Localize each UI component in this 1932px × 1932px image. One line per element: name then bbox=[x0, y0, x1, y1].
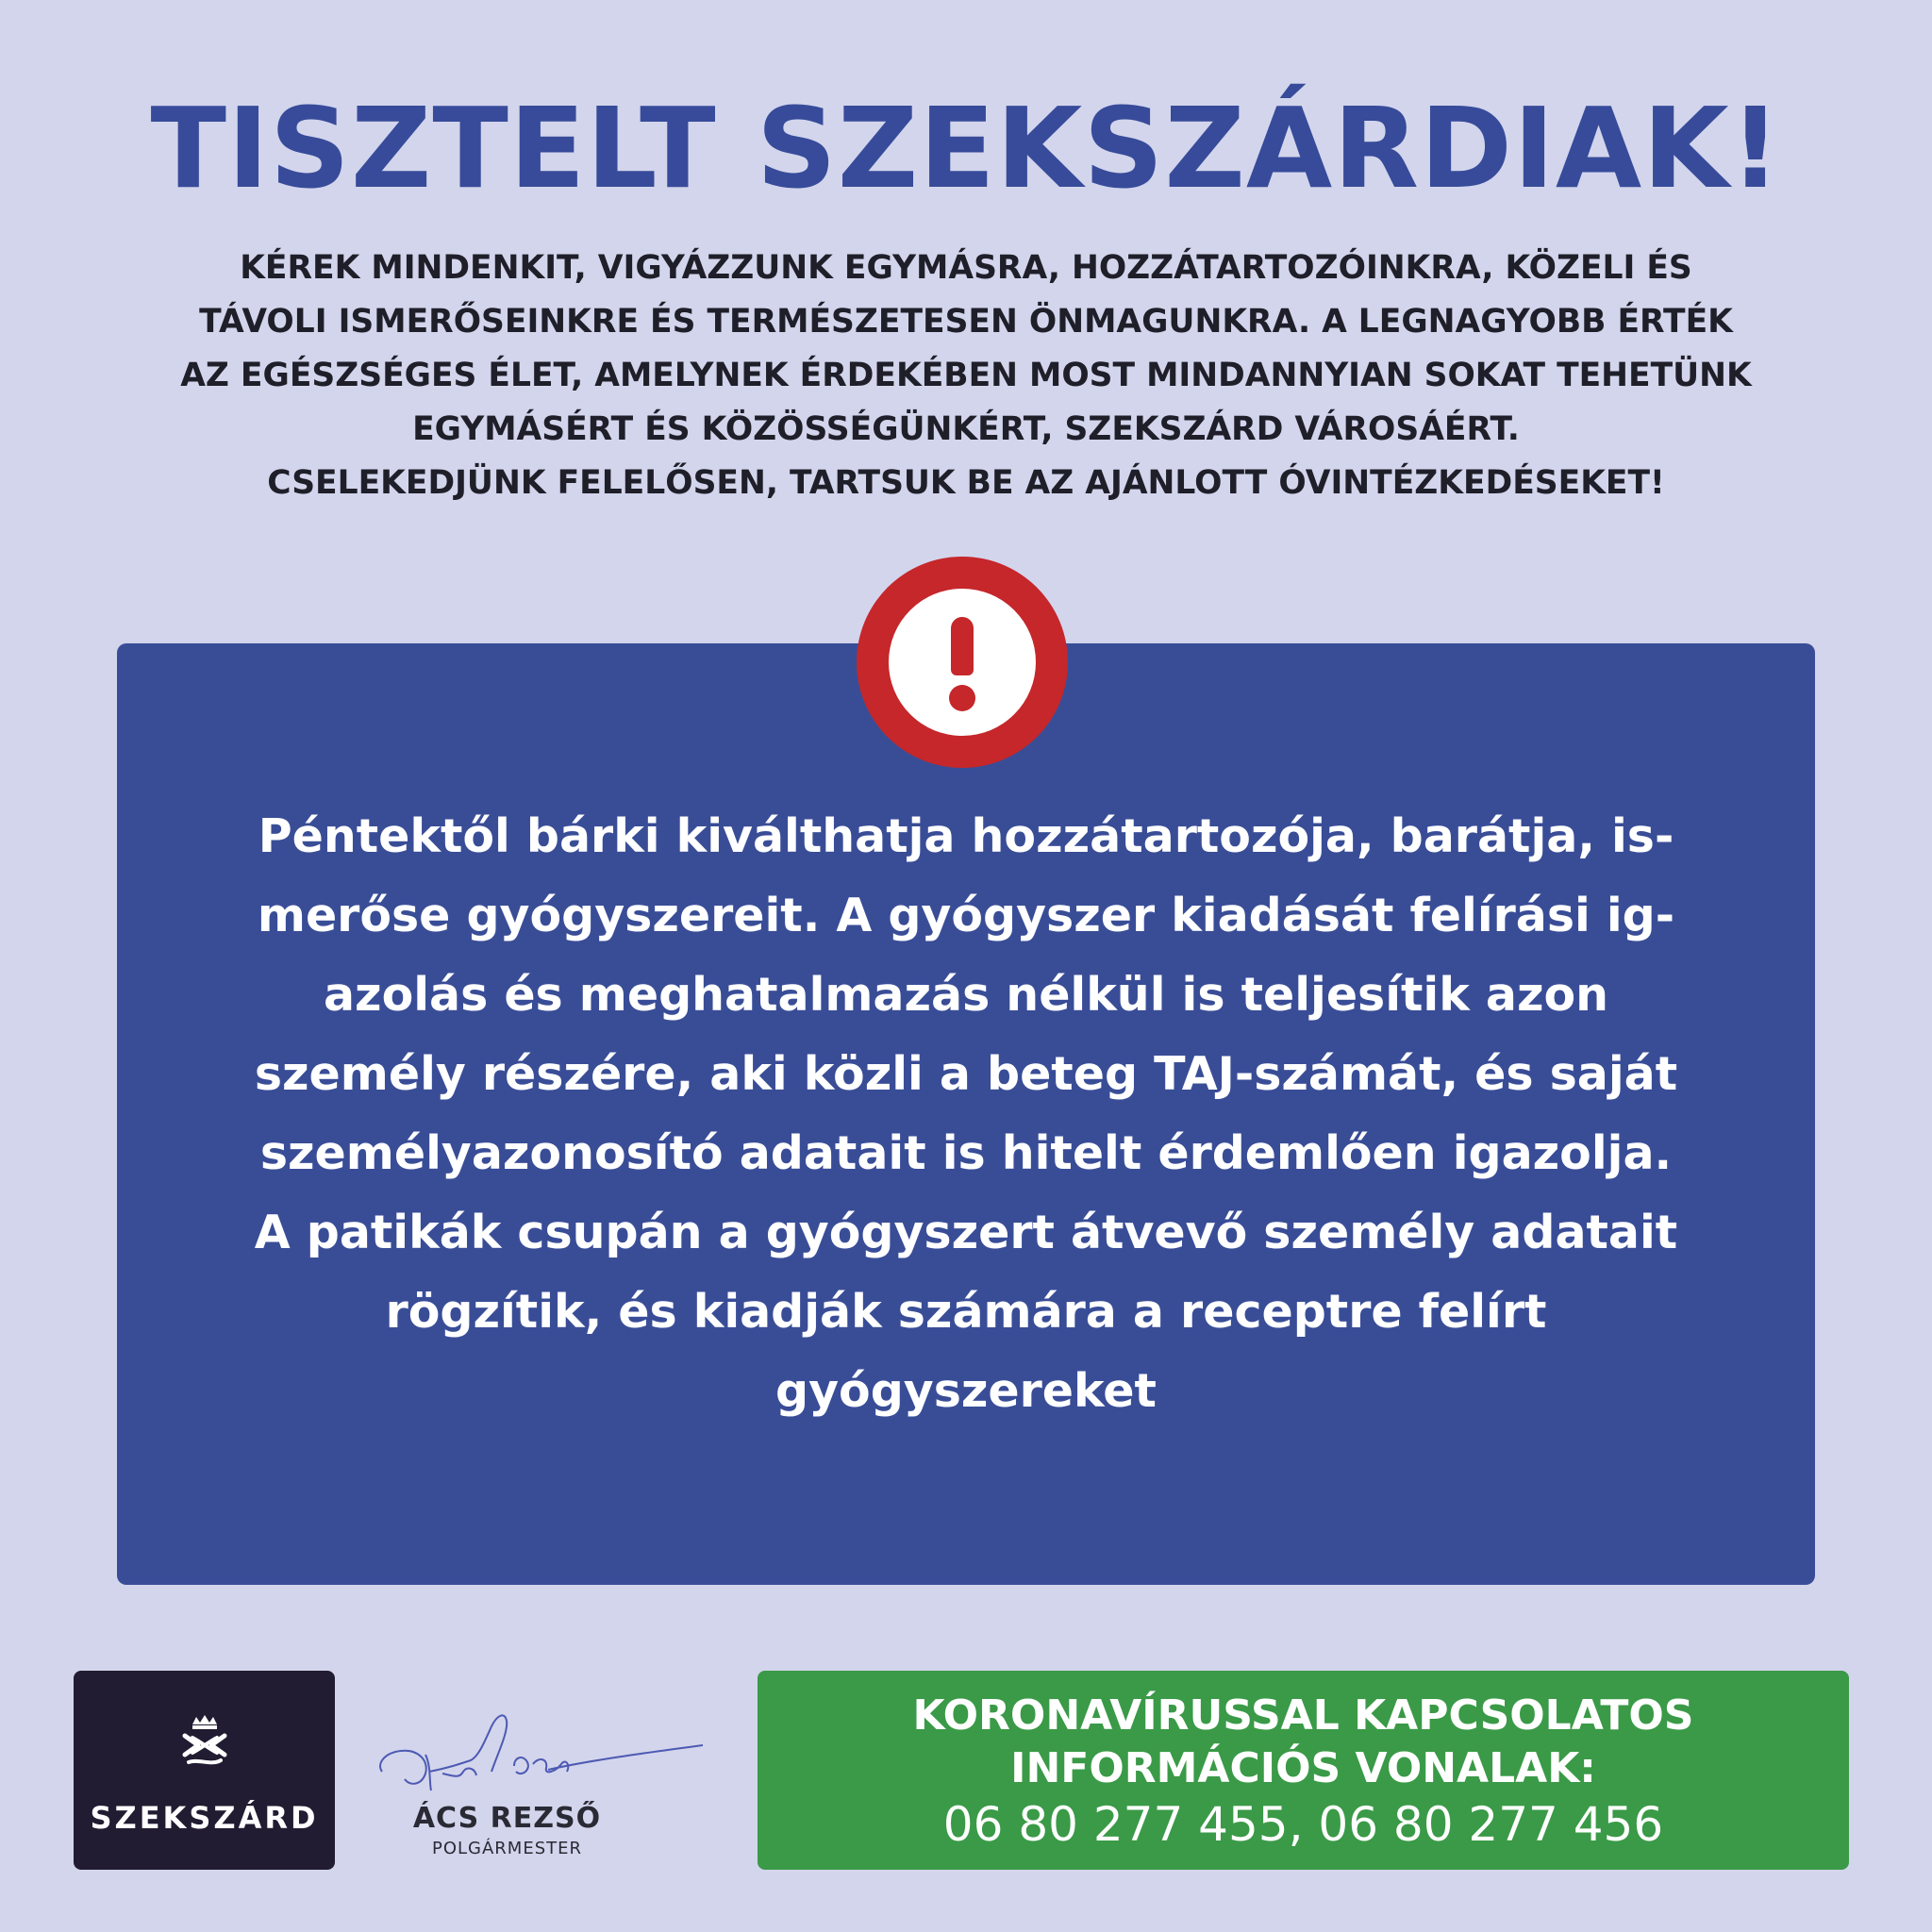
notice-line: gyógyszereket bbox=[775, 1364, 1157, 1418]
hotline-title-line2: INFORMÁCIÓS VONALAK: bbox=[1010, 1744, 1596, 1792]
notice-line: Péntektől bárki kiválthatja hozzátartozója, barátja, is- bbox=[258, 809, 1674, 863]
intro-line: TÁVOLI ISMERŐSEINKRE ÉS TERMÉSZETESEN ÖNMAGUNKRA. A LEGNAGYOBB ÉRTÉK bbox=[199, 303, 1733, 341]
intro-line: CSELEKEDJÜNK FELELŐSEN, TARTSUK BE AZ AJÁNLOTT ÓVINTÉZKEDÉSEKET! bbox=[267, 464, 1665, 502]
notice-text bbox=[117, 797, 1815, 1431]
hotline-box bbox=[758, 1671, 1849, 1870]
signer-role: POLGÁRMESTER bbox=[431, 1839, 583, 1858]
intro-text bbox=[57, 242, 1875, 510]
signature bbox=[373, 1698, 712, 1802]
hotline-title-line1: KORONAVÍRUSSAL KAPCSOLATOS bbox=[912, 1691, 1694, 1740]
signer-name: ÁCS REZSŐ bbox=[412, 1802, 602, 1835]
intro-line: KÉREK MINDENKIT, VIGYÁZZUNK EGYMÁSRA, HOZZÁTARTOZÓINKRA, KÖZELI ÉS bbox=[240, 249, 1692, 287]
notice-line: azolás és meghatalmazás nélkül is teljesítik azon bbox=[323, 968, 1609, 1022]
hotline-phones: 06 80 277 455, 06 80 277 456 bbox=[942, 1797, 1664, 1852]
notice-line: rögzítik, és kiadják számára a receptre felírt bbox=[385, 1285, 1547, 1339]
city-logo bbox=[74, 1671, 335, 1870]
notice-line: személyazonosító adatait is hitelt érdemlően igazolja. bbox=[259, 1126, 1673, 1180]
intro-line: AZ EGÉSZSÉGES ÉLET, AMELYNEK ÉRDEKÉBEN MOST MINDANNYIAN SOKAT TEHETÜNK bbox=[180, 357, 1752, 394]
city-crest-icon bbox=[179, 1713, 230, 1772]
notice-line: személy részére, aki közli a beteg TAJ-számát, és saját bbox=[254, 1047, 1678, 1101]
notice-line: A patikák csupán a gyógyszert átvevő személy adatait bbox=[254, 1206, 1678, 1259]
signer-block bbox=[373, 1802, 641, 1858]
logo-city-name: SZEKSZÁRD bbox=[90, 1800, 319, 1836]
exclamation-circle-icon bbox=[857, 557, 1068, 768]
notice-line: merőse gyógyszereit. A gyógyszer kiadását felírási ig- bbox=[257, 889, 1675, 942]
headline: TISZTELT SZEKSZÁRDIAK! bbox=[150, 83, 1782, 213]
intro-line: EGYMÁSÉRT ÉS KÖZÖSSÉGÜNKÉRT, SZEKSZÁRD VÁROSÁÉRT. bbox=[412, 410, 1520, 448]
